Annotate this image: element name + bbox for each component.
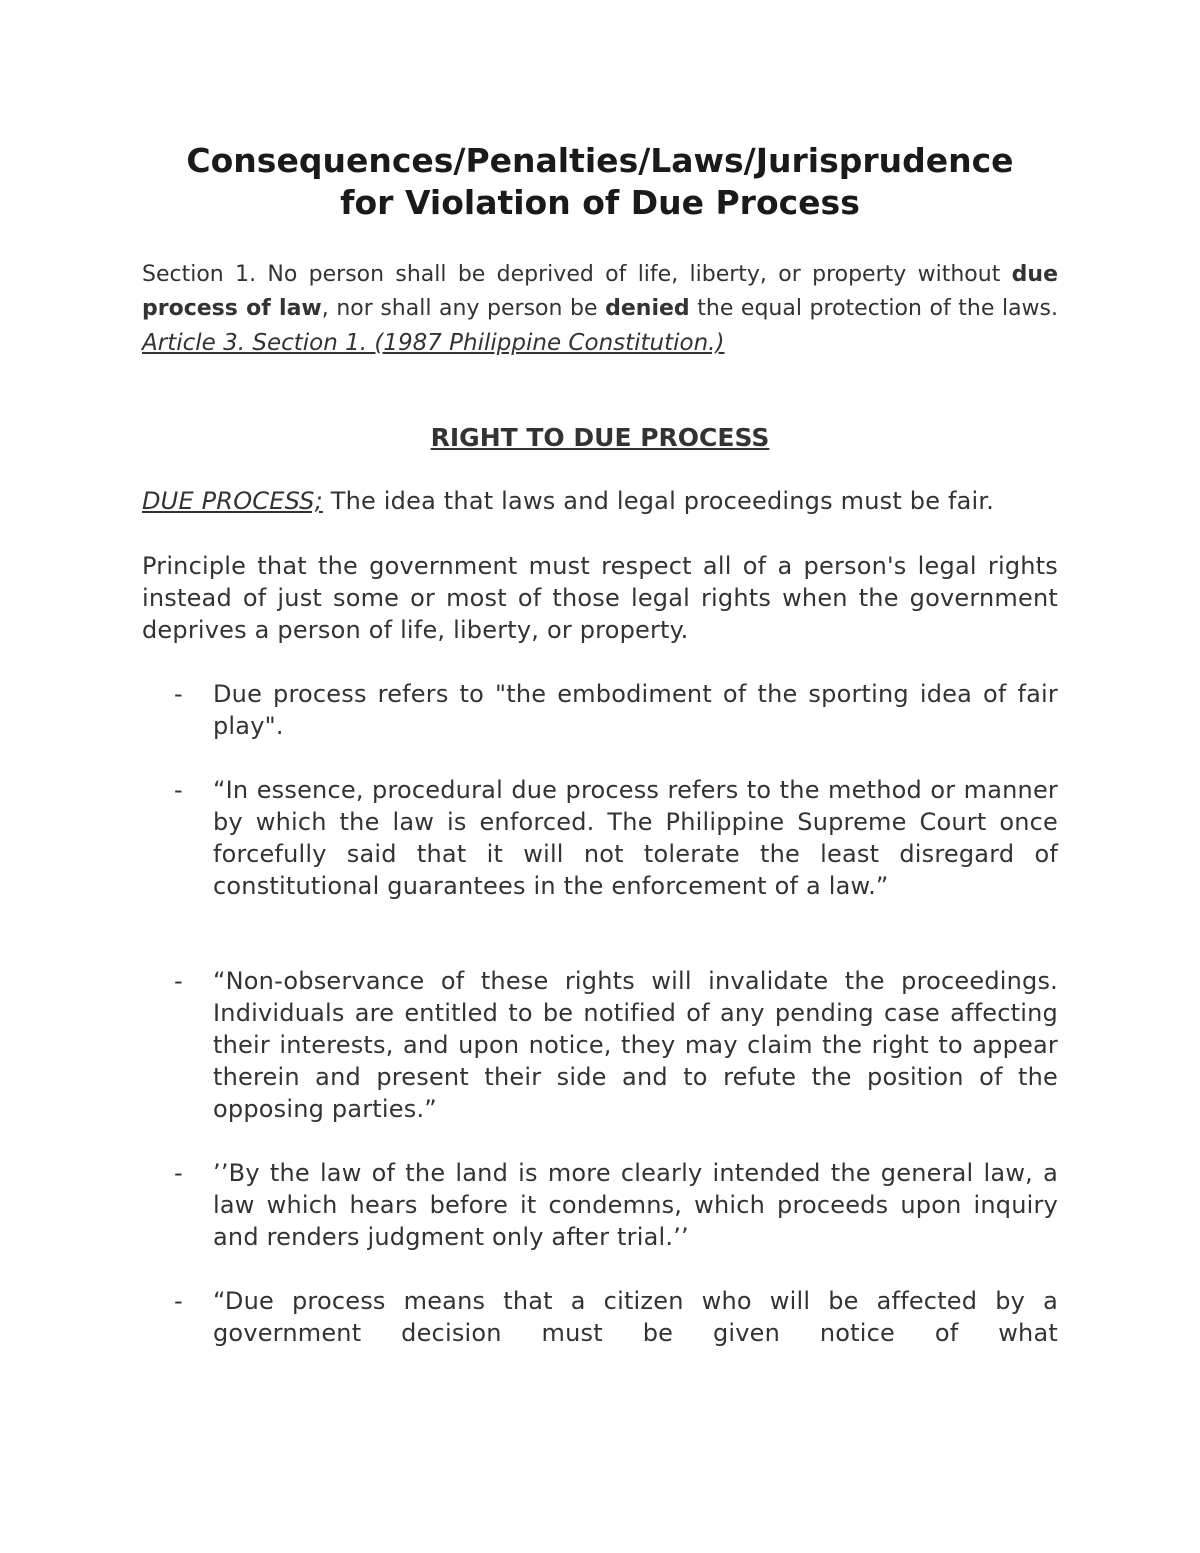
due-process-definition [142,485,1058,517]
section-bold-denied: denied [605,296,690,321]
section-text-mid: , nor shall any person be [321,296,606,321]
bullet-dash: - [174,1287,183,1315]
bullet-text: Due process refers to "the embodiment of the sporting idea of fair play". [213,680,1058,740]
bullet-text: “In essence, procedural due process refers to the method or manner by which the law is enforced. The Philippine Supreme Court once forcefully said that it will not tolerate the least disregard of constitutional guarantees in the enforcement of a law.” [213,776,1058,900]
bullet-dash: - [174,776,183,804]
bullet-text: “Non-observance of these rights will invalidate the proceedings. Individuals are entitled to be notified of any pending case affecting their interests, and upon notice, they may claim the right to appear therein and present their side and to refute the position of the opposing parties.” [213,967,1058,1123]
bullet-dash: - [174,680,183,708]
definition-text: The idea that laws and legal proceedings must be fair. [322,487,995,515]
document-title-line-2: for Violation of Due Process [340,183,860,222]
bullet-dash: - [174,967,183,995]
section-heading: RIGHT TO DUE PROCESS [430,423,770,452]
constitution-citation: Article 3. Section 1. (1987 Philippine Constitution.) [142,330,725,356]
section-bold-due-process: due process of law [142,262,1058,321]
bullet-text: ’’By the law of the land is more clearly intended the general law, a law which hears before it condemns, which proceeds upon inquiry and renders judgment only after trial.’’ [213,1159,1058,1251]
principle-paragraph: Principle that the government must respect all of a person's legal rights instead of just some or most of those legal rights when the government deprives a person of life, liberty, or property. [142,552,1058,644]
bullet-dash: - [174,1159,183,1187]
definition-term: DUE PROCESS; [142,487,323,515]
constitution-section-paragraph [142,258,1058,361]
section-text-end: the equal protection of the laws. [689,296,1059,321]
section-text-start: Section 1. No person shall be deprived of life, liberty, or property without [142,262,1012,287]
bullet-text: “Due process means that a citizen who will be affected by a government decision must be given notice of what [213,1287,1058,1347]
document-title-line-1: Consequences/Penalties/Laws/Jurisprudence [186,141,1014,180]
